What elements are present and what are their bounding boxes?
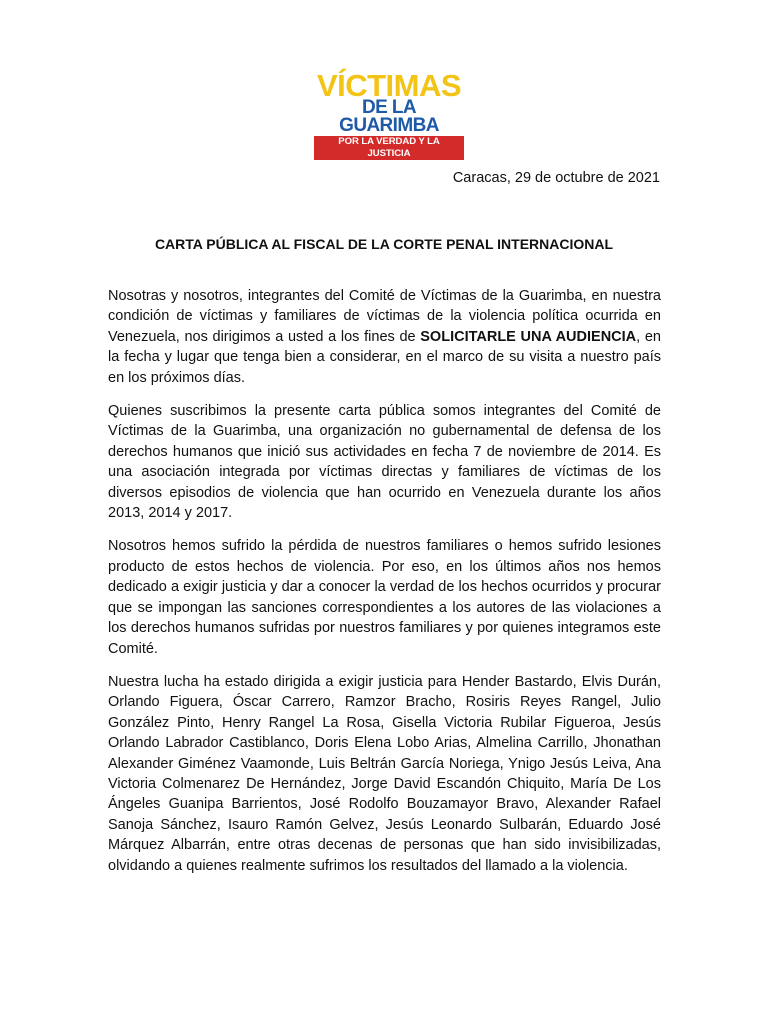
paragraph-2: Quienes suscribimos la presente carta pública somos integrantes del Comité de Víctimas de la Guarimba, una organización no gubernamental de defensa de los derechos humanos que inició sus actividades en fecha 7 de noviembre de 2014. Es una asociación integrada por víctimas directas y familiares de víctimas de los diversos episodios de violencia que han ocurrido en Venezuela durante los años 2013, 2014 y 2017.	[108, 403, 661, 522]
dateline: Caracas, 29 de octubre de 2021	[452, 170, 660, 186]
paragraph-3: Nosotros hemos sufrido la pérdida de nuestros familiares o hemos sufrido lesiones producto de estos hechos de violencia. Por eso, en los últimos años nos hemos dedicado a exigir justicia y dar a conocer la verdad de los hechos ocurridos y procurar que se impongan las sanciones correspondientes a los autores de las violaciones a los derechos humanos sufridas por nuestros familiares y por quienes integramos este Comité.	[108, 538, 661, 657]
logo-line-guarimba: DE LA GUARIMBA	[339, 97, 439, 136]
organization-logo	[314, 68, 464, 161]
paragraph-1-emphasis: SOLICITARLE UNA AUDIENCIA	[420, 328, 637, 345]
paragraph-1	[108, 286, 661, 388]
letter-body	[108, 286, 661, 889]
letter-title: CARTA PÚBLICA AL FISCAL DE LA CORTE PENAL INTERNACIONAL	[154, 236, 614, 252]
paragraph-1-text-end: , en la fecha y lugar que tenga bien a considerar, en el marco de su visita a nuestro país en los próximos días.	[108, 328, 661, 386]
paragraph-1-text-start: Nosotras y nosotros, integrantes del Comité de Víctimas de la Guarimba, en nuestra condición de víctimas y familiares de víctimas de la violencia política ocurrida en Venezuela, nos dirigimos a usted a los fines de	[108, 288, 661, 345]
logo-line-victimas: VÍCTIMAS	[316, 68, 462, 103]
logo-line-slogan: POR LA VERDAD Y LA JUSTICIA	[314, 136, 464, 160]
paragraph-4: Nuestra lucha ha estado dirigida a exigir justicia para Hender Bastardo, Elvis Durán, Orlando Figuera, Óscar Carrero, Ramzor Bracho, Rosiris Reyes Rangel, Julio González Pinto, Henry Rangel La Rosa, Gisella Victoria Rubilar Figueroa, Jesús Orlando Labrador Castiblanco, Doris Elena Lobo Arias, Almelina Carrillo, Jhonathan Alexander Giménez Vaamonde, Luis Beltrán García Noriega, Ynigo Jesús Leiva, Ana Victoria Colmenarez De Hernández, Jorge David Escandón Chiquito, María De Los Ángeles Guanipa Barrientos, José Rodolfo Bouzamayor Bravo, Alexander Rafael Sanoja Sánchez, Isauro Ramón Gelvez, Jesús Leonardo Sulbarán, Eduardo José Márquez Albarrán, entre otras decenas de personas que han sido invisibilizadas, olvidando a quienes realmente sufrimos los resultados del llamado a la violencia.	[108, 673, 661, 874]
